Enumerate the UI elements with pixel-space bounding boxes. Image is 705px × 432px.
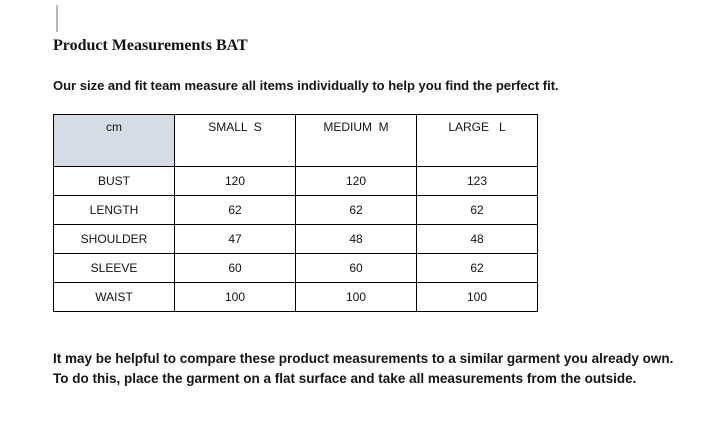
footer-line-2: To do this, place the garment on a flat surface and take all measurements from the outside. (53, 371, 637, 386)
cell-value: 100 (417, 283, 538, 312)
size-measurements-table (53, 114, 538, 312)
footer-paragraph (53, 349, 673, 389)
row-label: SHOULDER (54, 225, 175, 254)
cell-value: 60 (175, 254, 296, 283)
row-label: SLEEVE (54, 254, 175, 283)
cell-value: 120 (296, 167, 417, 196)
header-cell-cm: cm (54, 115, 175, 167)
page-title: Product Measurements BAT (53, 37, 248, 54)
cell-value: 62 (296, 196, 417, 225)
header-cell-medium: MEDIUM M (296, 115, 417, 167)
row-label: LENGTH (54, 196, 175, 225)
header-cell-small: SMALL S (175, 115, 296, 167)
table-row-shoulder (54, 225, 538, 254)
cell-value: 48 (417, 225, 538, 254)
header-cell-large: LARGE L (417, 115, 538, 167)
cell-value: 100 (296, 283, 417, 312)
cell-value: 123 (417, 167, 538, 196)
cell-value: 62 (175, 196, 296, 225)
cell-value: 47 (175, 225, 296, 254)
intro-paragraph: Our size and fit team measure all items individually to help you find the perfect fit. (53, 78, 559, 93)
table-row-length (54, 196, 538, 225)
table-header-row (54, 115, 538, 167)
table-row-waist (54, 283, 538, 312)
row-label: WAIST (54, 283, 175, 312)
cell-value: 48 (296, 225, 417, 254)
cell-value: 62 (417, 254, 538, 283)
text-cursor-bar (56, 5, 58, 32)
table-row-bust (54, 167, 538, 196)
table-row-sleeve (54, 254, 538, 283)
footer-line-1: It may be helpful to compare these product measurements to a similar garment you already own. (53, 351, 674, 366)
row-label: BUST (54, 167, 175, 196)
cell-value: 120 (175, 167, 296, 196)
cell-value: 100 (175, 283, 296, 312)
cell-value: 62 (417, 196, 538, 225)
cell-value: 60 (296, 254, 417, 283)
